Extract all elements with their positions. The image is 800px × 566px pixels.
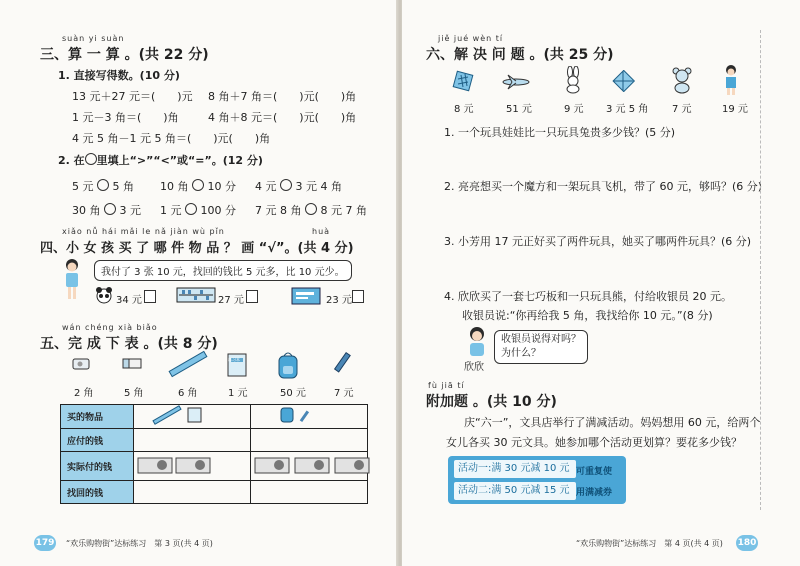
cmp-left: 7 元 8 角 (255, 204, 302, 217)
page-number-right: 180 (736, 535, 758, 551)
cell-paid-1 (134, 452, 251, 481)
cmp-right: 10 分 (207, 180, 236, 193)
item-price-1: 34 元 (116, 295, 142, 306)
book-set-icon (290, 284, 324, 306)
toy-rabbit-icon (562, 66, 584, 94)
backpack-pen-icon (251, 405, 331, 425)
item-price-3: 23 元 (326, 295, 352, 306)
s6-q2: 2. 亮亮想买一个魔方和一架玩具飞机，带了 60 元，够吗？(6 分) (444, 180, 763, 193)
compare-circle[interactable] (97, 179, 109, 191)
page-left (0, 0, 398, 566)
compare-circle[interactable] (280, 179, 292, 191)
cmp-row-1c (255, 178, 342, 194)
ruler-pen-icon (134, 405, 214, 425)
s3-q1: 1. 直接写得数。(10 分) (58, 69, 180, 82)
cell-items-1 (134, 405, 251, 429)
table-row (61, 452, 368, 481)
calc-3-1: 4 元 5 角－1 元 5 角＝( )元( )角 (72, 132, 271, 145)
cmp-right: 3 元 (119, 204, 141, 217)
xinxin-label: 欣欣 (464, 362, 484, 373)
table-row (61, 481, 368, 504)
s4-pinyin: xiǎo nǚ hái mǎi le nǎ jiàn wù pǐn (62, 227, 225, 236)
extra-title: 附加题 。(共 10 分) (426, 394, 557, 410)
cmp-row-1 (72, 178, 134, 194)
abacus-icon (176, 286, 216, 304)
price-sharpener: 2 角 (74, 388, 94, 399)
s6-q4b: 收银员说:“你再给我 5 角，我找给你 10 元。”(8 分) (462, 309, 713, 322)
promo-label-2: 用满减券 (576, 488, 613, 498)
page-right (402, 0, 800, 566)
s3-q2-b: 里填上“>”“<”或“=”。(12 分) (96, 154, 263, 167)
cell-due-2[interactable] (251, 429, 368, 452)
calc-1-2: 8 角＋7 角＝( )元( )角 (208, 90, 357, 103)
calc-2-1: 1 元－3 角＝( )角 (72, 111, 179, 124)
cmp-right: 100 分 (200, 204, 236, 217)
cmp-left: 30 角 (72, 204, 101, 217)
promo-panel (448, 456, 626, 504)
rubiks-cube-icon (452, 70, 474, 92)
banknotes-icon (134, 453, 244, 477)
toy-airplane-icon (500, 74, 532, 90)
bubble-line-1: 收银员说得对吗？ (501, 334, 581, 345)
ruler-icon (168, 350, 208, 378)
cell-due-1[interactable] (134, 429, 251, 452)
section4-title: 四、小 女 孩 买 了 哪 件 物 品 ？ 画 “√”。(共 4 分) (40, 241, 354, 256)
cmp-row-2c (255, 202, 367, 218)
footer-right: “欢乐购物街”达标练习 第 4 页(共 4 页) (576, 539, 723, 548)
tangram-icon (612, 70, 636, 92)
speech-bubble: 我付了 3 张 10 元，找回的钱比 5 元多，比 10 元少。 (94, 260, 352, 281)
page-number-left: 179 (34, 535, 56, 551)
row-head-due: 应付的钱 (61, 429, 134, 452)
toy-price-2: 51 元 (506, 104, 532, 115)
extra-text-2: 女儿各买 30 元文具。她参加哪个活动更划算？要花多少钱？ (446, 436, 742, 449)
cmp-row-2 (72, 202, 141, 218)
panda-toy-icon (94, 287, 114, 305)
s6-q3: 3. 小芳用 17 元正好买了两件玩具，她买了哪两件玩具？(6 分) (444, 235, 752, 248)
compare-circle[interactable] (185, 203, 197, 215)
cell-paid-2 (251, 452, 368, 481)
teddy-bear-icon (670, 66, 694, 94)
s6-pinyin: jiě jué wèn tí (438, 34, 504, 43)
banknotes-icon (251, 453, 398, 477)
xinxin-girl-icon (464, 326, 490, 358)
compare-circle[interactable] (192, 179, 204, 191)
footer-left: “欢乐购物街”达标练习 第 3 页(共 4 页) (66, 539, 213, 548)
notebook-label: 练习本 (228, 357, 240, 362)
s4-pinyin2: huà (312, 227, 331, 236)
price-backpack: 50 元 (280, 388, 306, 399)
compare-circle[interactable] (104, 203, 116, 215)
row-head-change: 找回的钱 (61, 481, 134, 504)
cmp-row-1b (160, 178, 236, 194)
cmp-left: 1 元 (160, 204, 182, 217)
toy-price-5: 7 元 (672, 104, 692, 115)
s3-q2 (58, 152, 263, 168)
promo-1: 活动一:满 30 元减 10 元 (454, 460, 576, 478)
eraser-icon (120, 356, 144, 372)
pencil-sharpener-icon (70, 354, 94, 372)
calc-2-2: 4 角＋8 元＝( )元( )角 (208, 111, 357, 124)
extra-text-1: 庆“六一”，文具店举行了满减活动。妈妈想用 60 元，给两个 (464, 416, 761, 429)
price-pen: 7 元 (334, 388, 354, 399)
answer-box-2[interactable] (246, 290, 258, 303)
section6-title: 六、解 决 问 题 。(共 25 分) (426, 47, 614, 63)
toy-price-4: 3 元 5 角 (606, 104, 649, 115)
toy-price-6: 19 元 (722, 104, 748, 115)
s3-pinyin: suàn yi suàn (62, 34, 125, 43)
s3-q2-a: 2. 在 (58, 154, 85, 167)
cmp-left: 5 元 (72, 180, 94, 193)
pen-icon (330, 350, 354, 378)
table-row (61, 405, 368, 429)
section5-title: 五、完 成 下 表 。(共 8 分) (40, 336, 218, 352)
cell-change-2[interactable] (251, 481, 368, 504)
cmp-left: 10 角 (160, 180, 189, 193)
promo-2: 活动二:满 50 元减 15 元 (454, 482, 576, 500)
s6-q4a: 4. 欣欣买了一套七巧板和一只玩具熊，付给收银员 20 元。 (444, 290, 732, 303)
purchase-table (60, 404, 368, 504)
s5-pinyin: wán chéng xià biǎo (62, 323, 158, 332)
backpack-icon (276, 350, 300, 380)
toy-price-1: 8 元 (454, 104, 474, 115)
calc-1-1: 13 元＋27 元＝( )元 (72, 90, 193, 103)
cell-change-1[interactable] (134, 481, 251, 504)
answer-box-3[interactable] (352, 290, 364, 303)
cmp-left: 4 元 (255, 180, 277, 193)
bubble-line-2: 为什么？ (501, 348, 541, 359)
thought-bubble (494, 330, 588, 364)
row-head-paid: 实际付的钱 (61, 452, 134, 481)
table-row (61, 429, 368, 452)
section3-title: 三、算 一 算 。(共 22 分) (40, 47, 209, 63)
cell-items-2 (251, 405, 368, 429)
compare-circle[interactable] (305, 203, 317, 215)
cmp-row-2b (160, 202, 236, 218)
cmp-right: 8 元 7 角 (320, 204, 367, 217)
girl-icon (58, 257, 86, 301)
price-eraser: 5 角 (124, 388, 144, 399)
circle-icon (85, 153, 97, 165)
cmp-right: 5 角 (112, 180, 134, 193)
margin-cut-line (760, 30, 762, 510)
toy-doll-icon (722, 64, 740, 96)
cmp-right: 3 元 4 角 (295, 180, 342, 193)
s7-pinyin: fù jiā tí (428, 381, 465, 390)
item-price-2: 27 元 (218, 295, 244, 306)
s6-q1: 1. 一个玩具娃娃比一只玩具兔贵多少钱？(5 分) (444, 126, 676, 139)
price-ruler: 6 角 (178, 388, 198, 399)
answer-box-1[interactable] (144, 290, 156, 303)
row-head-items: 买的物品 (61, 405, 134, 429)
promo-label-1: 可重复使 (576, 467, 613, 477)
toy-price-3: 9 元 (564, 104, 584, 115)
notebook-icon (226, 352, 248, 378)
price-notebook: 1 元 (228, 388, 248, 399)
